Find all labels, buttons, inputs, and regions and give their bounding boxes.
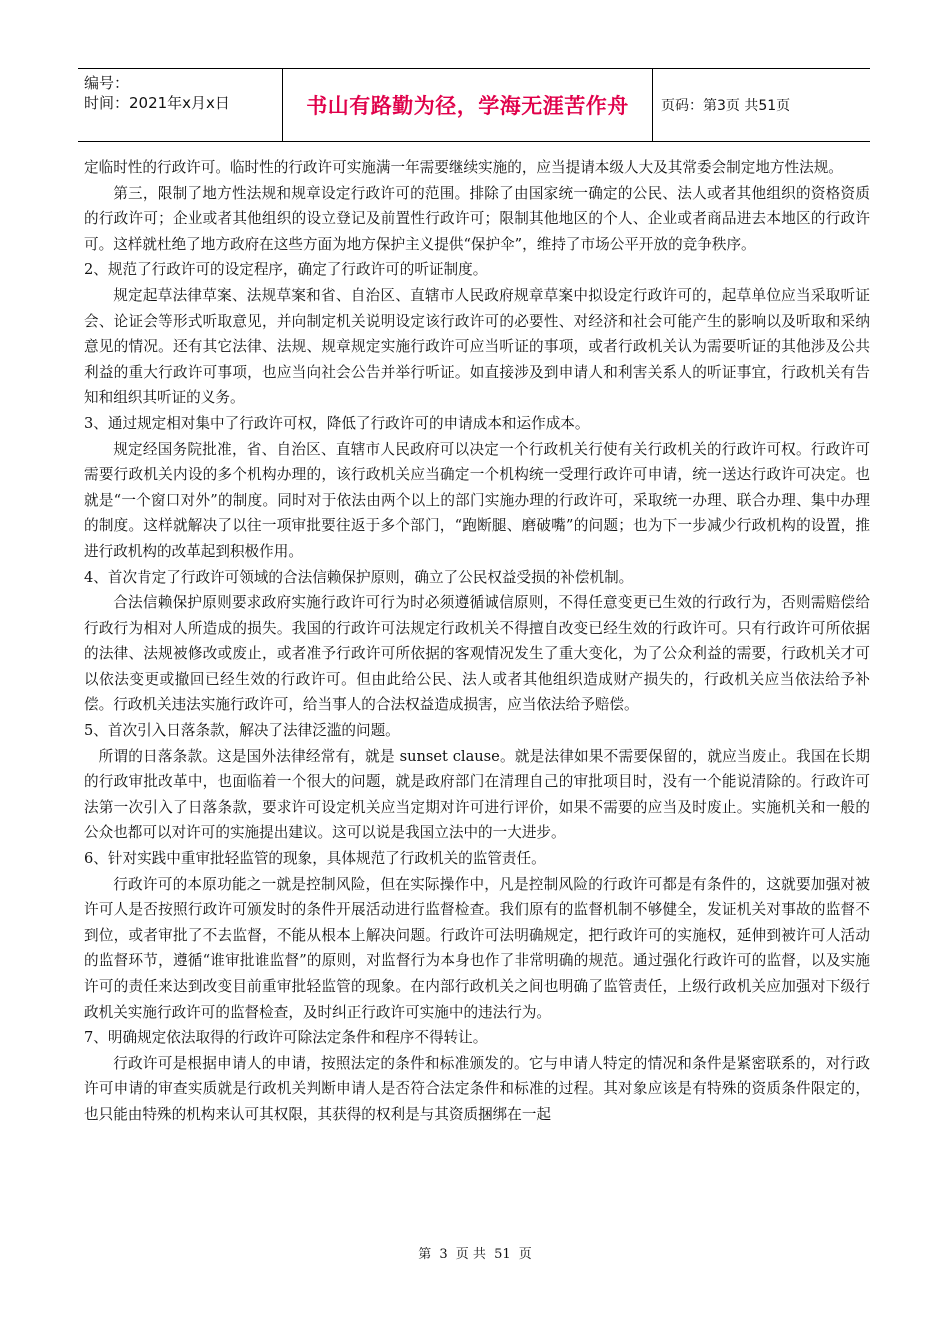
paragraph: 定临时性的行政许可。临时性的行政许可实施满一年需要继续实施的，应当提请本级人大及其常委会制定地方性法规。 — [84, 159, 843, 176]
paragraph: 6、针对实践中重审批轻监管的现象，具体规范了行政机关的监管责任。 — [84, 850, 546, 868]
paragraph: 所谓的日落条款。这是国外法律经常有，就是 sunset clause。就是法律如果不需要保留的，就应当废止。我国在长期的行政审批改革中，也面临着一个很大的问题，就是政府部门在清理自己的审批项目时，没有一个能说清除的。行政许可法第一次引入了日落条款，要求许可设定机关应当定期对许可进行评价，如果不需要的应当及时废止。实施机关和一般的公众也都可以对许可的实施提出建议。这可以说是我国立法中的一大进步。 — [84, 747, 870, 842]
header-page-info: 页码：第3页 共51页 — [661, 98, 791, 114]
paragraph: 规定起草法律草案、法规草案和省、自治区、直辖市人民政府规章草案中拟设定行政许可的，起草单位应当采取听证会、论证会等形式听取意见，并向制定机关说明设定该行政许可的必要性、对经济和社会可能产生的影响以及听取和采纳意见的情况。还有其它法律、法规、规章规定实施行政许可应当听证的事项，或者行政机关认为需要听证的其他涉及公共利益的重大行政许可事项，也应当向社会公告并举行听证。如直接涉及到申请人和利害关系人的听证事宜，行政机关有告知和组织其听证的义务。 — [84, 286, 870, 407]
paragraph: 第三，限制了地方性法规和规章设定行政许可的范围。排除了由国家统一确定的公民、法人或者其他组织的资格资质的行政许可；企业或者其他组织的设立登记及前置性行政许可；限制其他地区的个人、企业或者商品进去本地区的行政许可。这样就杜绝了地方政府在这些方面为地方保护主义提供“保护伞”，维持了市场公平开放的竞争秩序。 — [84, 184, 870, 253]
paragraph: 4、首次肯定了行政许可领域的合法信赖保护原则，确立了公民权益受损的补偿机制。 — [84, 568, 634, 586]
paragraph: 规定经国务院批准，省、自治区、直辖市人民政府可以决定一个行政机关行使有关行政机关的行政许可权。行政许可需要行政机关内设的多个机构办理的，该行政机关应当确定一个机构统一受理行政许可申请，统一送达行政许可决定。也就是“一个窗口对外”的制度。同时对于依法由两个以上的部门实施办理的行政许可，采取统一办理、联合办理、集中办理的制度。这样就解决了以往一项审批要往返于多个部门，“跑断腿、磨破嘴”的问题；也为下一步减少行政机构的设置，推进行政机构的改革起到积极作用。 — [84, 440, 870, 560]
header-motto-cell — [283, 69, 653, 141]
paragraph: 行政许可的本原功能之一就是控制风险，但在实际操作中，凡是控制风险的行政许可都是有条件的，这就要加强对被许可人是否按照行政许可颁发时的条件开展活动进行监督检查。我们原有的监督机制不够健全，发证机关对事故的监督不到位，或者审批了不去监督，不能从根本上解决问题。行政许可法明确规定，把行政许可的实施权，延伸到被许可人活动的监督环节，遵循“谁审批谁监督”的原则，对监督行为本身也作了非常明确的规范。通过强化行政许可的监督，以及实施许可的责任来达到改变目前重审批轻监管的现象。在内部行政机关之间也明确了监管责任，上级行政机关应加强对下级行政机关实施行政许可的监督检查，及时纠正行政许可实施中的违法行为。 — [84, 875, 870, 1021]
footer-suffix: 页 — [518, 1247, 532, 1262]
document-number-label: 编号： — [84, 74, 130, 92]
document-time-label: 时间：2021年x月x日 — [84, 94, 230, 112]
footer-total-pages: 51 — [494, 1247, 511, 1262]
footer-page-number: 3 — [439, 1247, 448, 1262]
paragraph: 合法信赖保护原则要求政府实施行政许可行为时必须遵循诚信原则，不得任意变更已生效的行政行为，否则需赔偿给行政行为相对人所造成的损失。我国的行政许可法规定行政机关不得擅自改变已经生效的行政许可。只有行政许可所依据的法律、法规被修改或废止，或者准予行政许可所依据的客观情况发生了重大变化，为了公众利益的需要，行政机关才可以依法变更或撤回已经生效的行政许可。但由此给公民、法人或者其他组织造成财产损失的，行政机关应当依法给予补偿。行政机关违法实施行政许可，给当事人的合法权益造成损害，应当依法给予赔偿。 — [84, 594, 870, 714]
paragraph: 3、通过规定相对集中了行政许可权，降低了行政许可的申请成本和运作成本。 — [84, 414, 590, 432]
page-footer — [0, 1243, 950, 1262]
header-meta — [78, 69, 283, 141]
paragraph: 2、规范了行政许可的设定程序，确定了行政许可的听证制度。 — [84, 261, 488, 279]
paragraph: 7、明确规定依法取得的行政许可除法定条件和程序不得转让。 — [84, 1029, 488, 1047]
footer-middle: 页 共 — [455, 1247, 486, 1262]
document-body — [84, 155, 870, 1128]
page-header — [78, 68, 870, 142]
paragraph: 行政许可是根据申请人的申请，按照法定的条件和标准颁发的。它与申请人特定的情况和条件是紧密联系的，对行政许可申请的审查实质就是行政机关判断申请人是否符合法定条件和标准的过程。其对象应该是有特殊的资质条件限定的，也只能由特殊的机构来认可其权限，其获得的权利是与其资质捆绑在一起 — [84, 1054, 870, 1123]
footer-prefix: 第 — [418, 1247, 432, 1262]
paragraph: 5、首次引入日落条款，解决了法律泛滥的问题。 — [84, 722, 400, 740]
header-motto: 书山有路勤为径，学海无涯苦作舟 — [306, 94, 629, 118]
